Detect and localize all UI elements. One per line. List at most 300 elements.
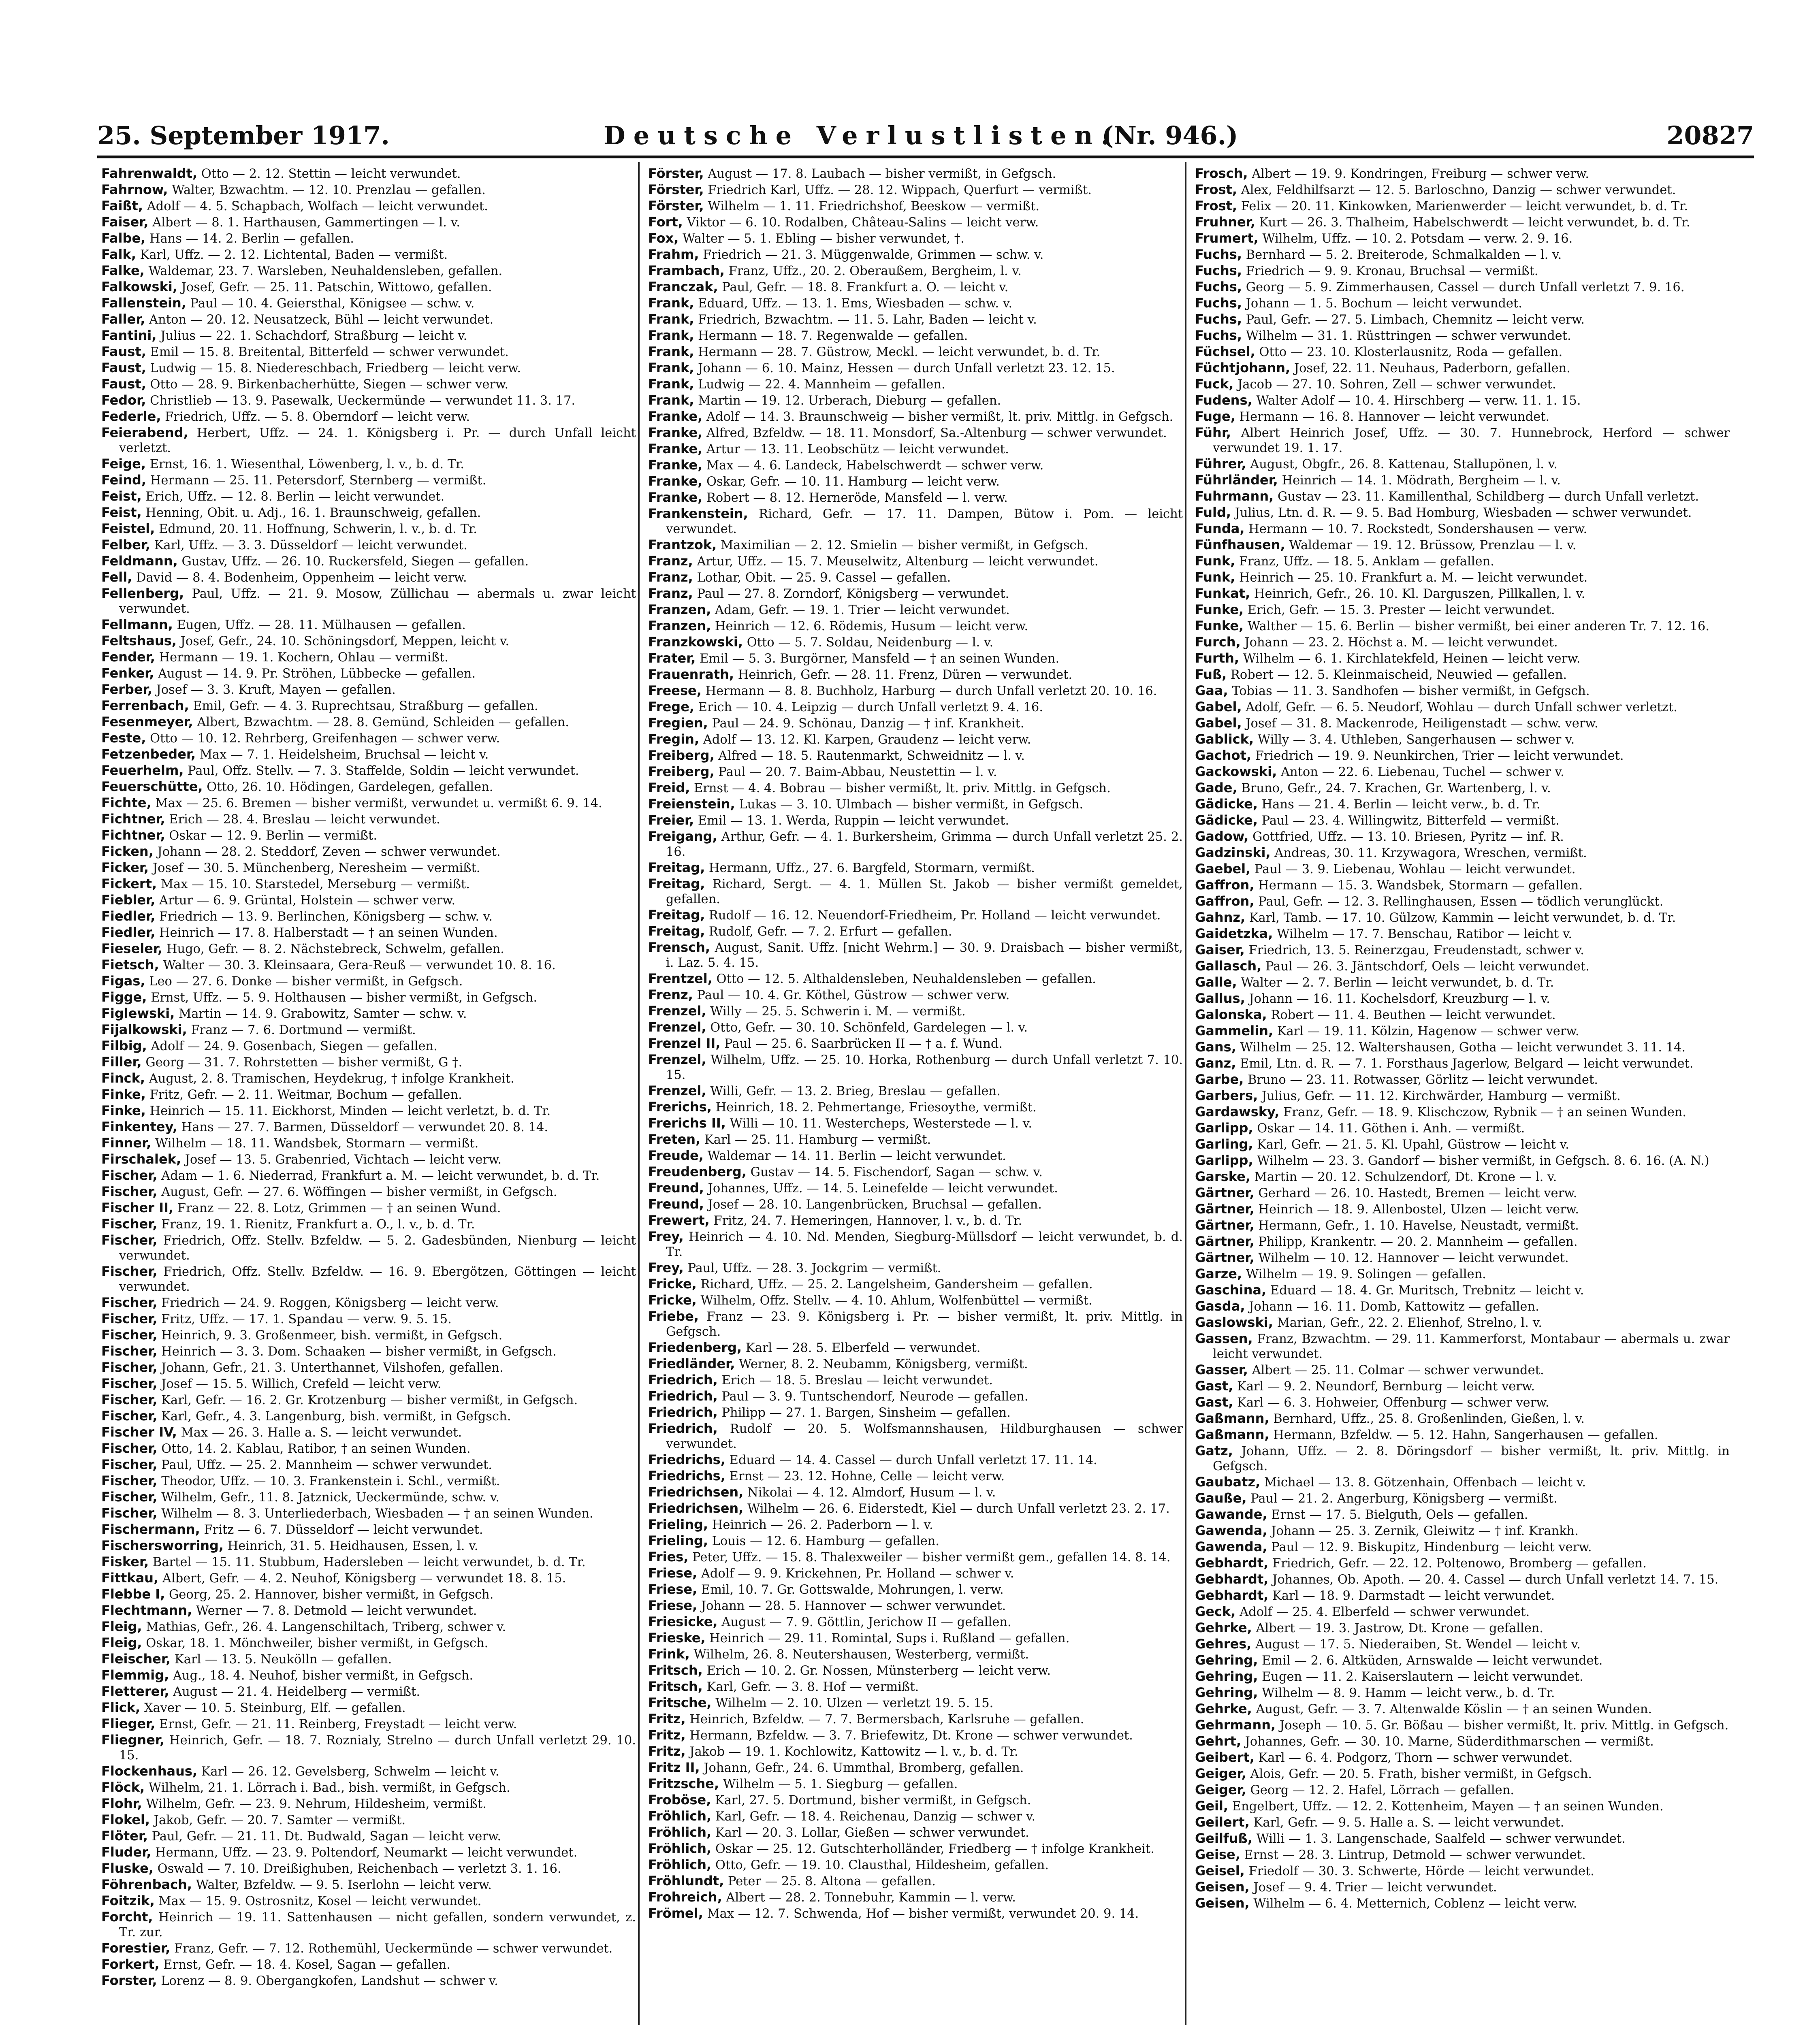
entry-details: Johann — 23. 2. Höchst a. M. — leicht verwundet. xyxy=(1240,635,1558,650)
list-entry xyxy=(101,1022,636,1038)
entry-details: Willy — 25. 5. Schwerin i. M. — vermißt. xyxy=(706,1004,966,1019)
entry-name: Fricke, xyxy=(648,1292,697,1308)
list-entry xyxy=(648,1825,1183,1840)
list-entry xyxy=(1195,910,1730,925)
entry-name: Fischer, xyxy=(101,1392,158,1407)
entry-details: Erich — 28. 4. Breslau — leicht verwundet. xyxy=(165,812,440,827)
entry-details: Erich — 18. 5. Breslau — leicht verwundet. xyxy=(717,1373,993,1388)
entry-details: Heinrich — 29. 11. Romintal, Sups i. Rußland — gefallen. xyxy=(705,1631,1070,1646)
entry-details: August — 21. 4. Heidelberg — vermißt. xyxy=(169,1685,420,1699)
list-entry xyxy=(648,940,1183,970)
entry-name: Friesicke, xyxy=(648,1614,718,1629)
entry-name: Flick, xyxy=(101,1700,141,1715)
entry-details: Wilhelm, 21. 1. Lörrach i. Bad., bish. vermißt, in Gefgsch. xyxy=(145,1781,510,1795)
entry-details: Emil — 5. 3. Burgörner, Mansfeld — † an seinen Wunden. xyxy=(696,652,1060,666)
entry-details: Karl, Tamb. — 17. 10. Gülzow, Kammin — leicht verwundet, b. d. Tr. xyxy=(1245,911,1676,925)
entry-details: Friedrich — 13. 9. Berlinchen, Königsberg — schw. v. xyxy=(155,910,493,924)
entry-details: Johann — 16. 11. Domb, Kattowitz — gefallen. xyxy=(1245,1300,1539,1314)
entry-name: Gebhardt, xyxy=(1195,1555,1269,1571)
entry-name: Fichte, xyxy=(101,795,151,810)
list-entry xyxy=(648,1004,1183,1019)
entry-details: Bruno, Gefr., 24. 7. Krachen, Gr. Wartenberg, l. v. xyxy=(1237,781,1551,795)
entry-details: Paul — 3. 9. Liebenau, Wohlau — leicht verwundet. xyxy=(1250,862,1576,876)
entry-details: August, Obgfr., 26. 8. Kattenau, Stallupönen, l. v. xyxy=(1246,457,1558,471)
entry-name: Freid, xyxy=(648,780,690,795)
entry-name: Franz, xyxy=(648,586,693,601)
entry-details: Georg, 25. 2. Hannover, bisher vermißt, in Gefgsch. xyxy=(165,1588,494,1602)
list-entry xyxy=(1195,878,1730,893)
entry-details: Emil, Ltn. d. R. — 7. 1. Forsthaus Jagerlow, Belgard — leicht verwundet. xyxy=(1236,1057,1694,1071)
list-entry xyxy=(648,247,1183,262)
entry-name: Föhrenbach, xyxy=(101,1877,192,1892)
list-entry xyxy=(648,458,1183,473)
list-entry xyxy=(101,1295,636,1311)
list-entry xyxy=(648,908,1183,923)
entry-details: Paul — 20. 7. Baim-Abbau, Neustettin — l. v. xyxy=(714,765,997,779)
list-entry xyxy=(648,1776,1183,1792)
column-3 xyxy=(1195,166,1730,2025)
list-entry xyxy=(1195,489,1730,504)
entry-details: Richard, Gefr. — 17. 11. Dampen, Bütow i. Pom. — leicht verwundet. xyxy=(666,507,1183,536)
entry-name: Gauße, xyxy=(1195,1490,1247,1506)
list-entry xyxy=(101,828,636,843)
entry-name: Fiedler, xyxy=(101,925,156,940)
entry-name: Fritz, xyxy=(648,1711,686,1727)
list-entry xyxy=(101,198,636,214)
entry-name: Gärtner, xyxy=(1195,1234,1255,1249)
list-entry xyxy=(648,829,1183,859)
entry-name: Galonska, xyxy=(1195,1007,1267,1022)
entry-name: Gädicke, xyxy=(1195,796,1258,812)
list-entry xyxy=(648,1356,1183,1372)
entry-details: Erich — 10. 4. Leipzig — durch Unfall verletzt 9. 4. 16. xyxy=(694,700,1043,714)
list-entry xyxy=(648,780,1183,796)
entry-details: Wilhelm — 26. 6. Eiderstedt, Kiel — durch Unfall verletzt 23. 2. 17. xyxy=(743,1502,1170,1516)
entry-details: Nikolai — 4. 12. Almdorf, Husum — l. v. xyxy=(743,1486,996,1500)
entry-name: Firschalek, xyxy=(101,1151,181,1167)
list-entry xyxy=(1195,1815,1730,1830)
entry-details: Louis — 12. 6. Hamburg — gefallen. xyxy=(708,1534,940,1548)
entry-details: Johannes, Ob. Apoth. — 20. 4. Cassel — durch Unfall verletzt 14. 7. 15. xyxy=(1268,1573,1719,1587)
entry-name: Fröhlich, xyxy=(648,1857,712,1872)
list-entry xyxy=(648,474,1183,489)
entry-name: Fischer, xyxy=(101,1311,158,1326)
entry-details: Waldemar — 14. 11. Berlin — leicht verwundet. xyxy=(703,1149,1006,1163)
entry-details: Wilhelm — 19. 9. Solingen — gefallen. xyxy=(1242,1267,1486,1281)
entry-name: Ficker, xyxy=(101,860,149,875)
column-2 xyxy=(648,166,1183,2025)
list-entry xyxy=(101,425,636,456)
entry-details: Albert Heinrich Josef, Uffz. — 30. 7. Hunnebrock, Herford — schwer verwundet 19. 1. 17. xyxy=(1213,426,1730,455)
entry-name: Frohreich, xyxy=(648,1889,722,1905)
entry-details: Christlieb — 13. 9. Pasewalk, Ueckermünde — verwundet 11. 3. 17. xyxy=(146,394,576,408)
entry-name: Fellenberg, xyxy=(101,586,184,601)
list-entry xyxy=(1195,1169,1730,1185)
entry-details: Hermann, Bzfeldw. — 3. 7. Briefewitz, Dt. Krone — schwer verwundet. xyxy=(685,1729,1133,1743)
entry-details: Alex, Feldhilfsarzt — 12. 5. Barloschno, Danzig — schwer verwundet. xyxy=(1237,183,1676,197)
entry-details: Herbert, Uffz. — 24. 1. Königsberg i. Pr. — durch Unfall leicht verletzt. xyxy=(119,426,636,455)
entry-name: Friese, xyxy=(648,1582,698,1597)
entry-details: Bernhard — 5. 2. Breiterode, Schmalkalden — l. v. xyxy=(1242,248,1562,262)
entry-name: Frenzel, xyxy=(648,1083,706,1098)
list-entry xyxy=(1195,215,1730,230)
list-entry xyxy=(1195,1766,1730,1782)
entry-name: Freten, xyxy=(648,1132,701,1147)
list-entry xyxy=(648,328,1183,343)
entry-name: Fuchs, xyxy=(1195,247,1242,262)
entry-details: Paul — 21. 2. Angerburg, Königsberg — vermißt. xyxy=(1246,1492,1558,1506)
list-entry xyxy=(648,1874,1183,1889)
entry-details: Johann — 1. 5. Bochum — leicht verwundet. xyxy=(1242,296,1522,311)
entry-name: Feste, xyxy=(101,730,146,746)
list-entry xyxy=(101,1103,636,1119)
list-entry xyxy=(1195,1685,1730,1701)
list-entry xyxy=(101,844,636,859)
list-entry xyxy=(1195,1588,1730,1603)
entry-details: Aug., 18. 4. Neuhof, bisher vermißt, in Gefgsch. xyxy=(169,1669,474,1683)
entry-name: Flockenhaus, xyxy=(101,1763,198,1779)
entry-name: Fletterer, xyxy=(101,1684,169,1699)
entry-name: Fell, xyxy=(101,569,132,585)
entry-details: Hermann — 15. 3. Wandsbek, Stormarn — gefallen. xyxy=(1254,878,1583,893)
entry-details: Paul — 10. 4. Gr. Köthel, Güstrow — schwer verw. xyxy=(693,988,1010,1002)
entry-details: Otto — 10. 12. Rehrberg, Greifenhagen — schwer verw. xyxy=(146,731,500,746)
entry-name: Gebhardt, xyxy=(1195,1571,1269,1587)
entry-details: Hermann — 10. 7. Rockstedt, Sondershausen — verw. xyxy=(1244,522,1587,536)
list-entry xyxy=(648,586,1183,601)
entry-name: Franke, xyxy=(648,457,703,473)
entry-name: Fischer, xyxy=(101,1505,158,1521)
list-entry xyxy=(101,1506,636,1521)
list-entry xyxy=(648,1293,1183,1308)
entry-details: Karl, Gefr. — 21. 5. Kl. Upahl, Güstrow — leicht v. xyxy=(1253,1138,1569,1152)
list-entry xyxy=(101,893,636,908)
entry-details: Karl, Gefr. — 18. 4. Reichenau, Danzig — schwer v. xyxy=(711,1810,1036,1824)
entry-details: Viktor — 6. 10. Rodalben, Château-Salins — leicht verw. xyxy=(683,215,1039,230)
entry-details: Heinrich, Gefr. — 18. 7. Roznialy, Strelno — durch Unfall verletzt 29. 10. 15. xyxy=(119,1733,636,1763)
list-entry xyxy=(648,1760,1183,1776)
list-entry xyxy=(648,166,1183,181)
entry-name: Gehring, xyxy=(1195,1685,1258,1700)
entry-details: Michael — 13. 8. Götzenhain, Offenbach — leicht v. xyxy=(1260,1475,1586,1490)
header-date: 25. September 1917. xyxy=(97,121,390,150)
entry-details: Heinrich, 31. 5. Heidhausen, Essen, l. v. xyxy=(224,1539,478,1553)
entry-details: Josef — 3. 3. Kruft, Mayen — gefallen. xyxy=(152,683,396,697)
list-entry xyxy=(648,797,1183,812)
list-entry xyxy=(101,990,636,1005)
list-entry xyxy=(1195,732,1730,747)
entry-details: Adam — 1. 6. Niederrad, Frankfurt a. M. — leicht verwundet, b. d. Tr. xyxy=(157,1169,600,1183)
list-entry xyxy=(101,1264,636,1294)
list-entry xyxy=(1195,1395,1730,1410)
entry-name: Gawenda, xyxy=(1195,1523,1267,1538)
entry-name: Fischer, xyxy=(101,1168,158,1183)
list-entry xyxy=(648,1116,1183,1131)
entry-name: Franczak, xyxy=(648,279,718,294)
entry-name: Frerichs, xyxy=(648,1099,712,1115)
entry-name: Gablick, xyxy=(1195,731,1254,747)
entry-name: Feltshaus, xyxy=(101,633,177,648)
entry-name: Fahrenwaldt, xyxy=(101,166,198,181)
entry-details: Bruno — 23. 11. Rotwasser, Görlitz — leicht verwundet. xyxy=(1244,1073,1598,1087)
list-entry xyxy=(648,602,1183,618)
list-entry xyxy=(1195,1637,1730,1652)
entry-name: Friedrich, xyxy=(648,1372,718,1388)
entry-details: Franz — 22. 8. Lotz, Grimmen — † an seinen Wund. xyxy=(173,1201,501,1215)
list-entry xyxy=(1195,1863,1730,1879)
entry-name: Gaßmann, xyxy=(1195,1427,1270,1442)
list-entry xyxy=(101,650,636,665)
entry-details: Willi — 10. 11. Westercheps, Westerstede — l. v. xyxy=(725,1117,1032,1131)
entry-details: Felix — 20. 11. Kinkowken, Marienwerder — leicht verwundet, b. d. Tr. xyxy=(1237,199,1688,213)
entry-details: Jakob — 19. 1. Kochlowitz, Kattowitz — l. v., b. d. Tr. xyxy=(685,1745,1018,1759)
entry-details: Karl — 6. 4. Podgorz, Thorn — schwer verwundet. xyxy=(1254,1751,1573,1765)
list-entry xyxy=(101,1457,636,1473)
entry-name: Frenz, xyxy=(648,987,693,1002)
entry-details: Erich, Gefr. — 15. 3. Prester — leicht verwundet. xyxy=(1244,603,1555,617)
list-entry xyxy=(1195,1669,1730,1684)
entry-details: Martin — 14. 9. Grabowitz, Samter — schw. v. xyxy=(175,1007,467,1021)
list-entry xyxy=(1195,231,1730,246)
entry-name: Fuhrmann, xyxy=(1195,488,1274,504)
entry-name: Fallenstein, xyxy=(101,295,186,311)
entry-details: August — 17. 8. Laubach — bisher vermißt, in Gefgsch. xyxy=(704,167,1056,181)
list-entry xyxy=(648,1389,1183,1404)
entry-name: Falkowski, xyxy=(101,279,177,294)
entry-details: Heinrich, Gefr., 26. 10. Kl. Darguszen, Pillkallen, l. v. xyxy=(1250,587,1585,601)
entry-name: Fichtner, xyxy=(101,811,165,827)
entry-name: Freigang, xyxy=(648,829,717,844)
list-entry xyxy=(101,1409,636,1424)
list-entry xyxy=(101,1168,636,1183)
list-entry xyxy=(1195,1023,1730,1039)
entry-details: Albert, Bzwachtm. — 28. 8. Gemünd, Schleiden — gefallen. xyxy=(193,715,569,729)
entry-name: Fischer, xyxy=(101,1184,158,1199)
list-entry xyxy=(648,1309,1183,1339)
page-header xyxy=(97,117,1754,154)
entry-details: Walter — 5. 1. Ebling — bisher verwundet, †. xyxy=(678,232,964,246)
list-entry xyxy=(101,1522,636,1537)
list-entry xyxy=(101,1780,636,1795)
entry-name: Gaffron, xyxy=(1195,893,1255,909)
list-entry xyxy=(1195,1847,1730,1863)
entry-name: Frauenrath, xyxy=(648,667,734,682)
list-entry xyxy=(1195,1443,1730,1474)
entry-name: Fritsche, xyxy=(648,1695,712,1710)
column-divider xyxy=(1185,162,1186,2025)
list-entry xyxy=(1195,813,1730,828)
entry-name: Furth, xyxy=(1195,650,1240,666)
list-entry xyxy=(101,182,636,198)
list-entry xyxy=(101,925,636,940)
entry-name: Frewert, xyxy=(648,1213,710,1228)
entry-details: Albert — 25. 11. Colmar — schwer verwundet. xyxy=(1248,1363,1544,1377)
entry-details: Heinrich — 19. 11. Sattenhausen — nicht gefallen, sondern verwundet, z. Tr. zur. xyxy=(119,1910,636,1940)
entry-details: Wilhelm — 8. 9. Hamm — leicht verw., b. d. Tr. xyxy=(1258,1686,1555,1700)
list-entry xyxy=(101,1217,636,1232)
list-entry xyxy=(1195,1491,1730,1506)
entry-details: Adolf — 24. 9. Gosenbach, Siegen — gefallen. xyxy=(147,1039,437,1053)
entry-name: Frank, xyxy=(648,392,694,408)
entry-details: Otto — 5. 7. Soldau, Neidenburg — l. v. xyxy=(743,635,994,650)
entry-details: Max — 26. 3. Halle a. S. — leicht verwundet. xyxy=(177,1426,462,1440)
entry-details: Josef, 22. 11. Neuhaus, Paderborn, gefallen. xyxy=(1290,361,1570,375)
entry-details: Emil — 13. 1. Werda, Ruppin — leicht verwundet. xyxy=(694,814,1009,828)
column-divider xyxy=(638,162,640,2025)
entry-name: Franz, xyxy=(648,553,693,569)
entry-details: Alfred — 18. 5. Rautenmarkt, Schweidnitz — l. v. xyxy=(714,749,1025,763)
entry-details: Karl — 13. 5. Neukölln — gefallen. xyxy=(171,1652,392,1667)
entry-name: Frey, xyxy=(648,1229,684,1244)
entry-details: Heinrich — 15. 11. Eickhorst, Minden — leicht verletzt, b. d. Tr. xyxy=(145,1104,551,1118)
list-entry xyxy=(101,1006,636,1021)
entry-details: Heinrich, Bzfeldw. — 7. 7. Bermersbach, Karlsruhe — gefallen. xyxy=(685,1712,1084,1727)
list-entry xyxy=(101,1071,636,1086)
entry-details: Hermann — 8. 8. Buchholz, Harburg — durch Unfall verletzt 20. 10. 16. xyxy=(701,684,1157,698)
entry-name: Frank, xyxy=(648,328,694,343)
entry-name: Faiser, xyxy=(101,214,149,230)
entry-details: Ernst, Gefr. — 18. 4. Kosel, Sagan — gefallen. xyxy=(159,1958,451,1972)
entry-name: Geil, xyxy=(1195,1798,1229,1814)
list-entry xyxy=(648,1100,1183,1115)
entry-name: Gasda, xyxy=(1195,1298,1245,1314)
entry-name: Förster, xyxy=(648,198,704,213)
entry-name: Frank, xyxy=(648,344,694,359)
entry-details: Eugen — 11. 2. Kaiserslautern — leicht verwundet. xyxy=(1258,1670,1583,1684)
list-entry xyxy=(101,666,636,681)
entry-details: Max — 15. 9. Ostrosnitz, Kosel — leicht verwundet. xyxy=(154,1894,482,1908)
list-entry xyxy=(1195,1007,1730,1023)
list-entry xyxy=(101,1796,636,1812)
entry-name: Fluske, xyxy=(101,1861,154,1876)
entry-name: Freund, xyxy=(648,1196,704,1212)
entry-name: Franzen, xyxy=(648,602,711,617)
entry-name: Freund, xyxy=(648,1180,704,1196)
entry-name: Garze, xyxy=(1195,1266,1242,1281)
entry-name: Gaebel, xyxy=(1195,861,1251,876)
entry-name: Galle, xyxy=(1195,974,1237,990)
list-entry xyxy=(101,537,636,553)
list-entry xyxy=(648,651,1183,666)
entry-details: Josef — 15. 5. Willich, Crefeld — leicht verw. xyxy=(157,1377,442,1391)
list-entry xyxy=(1195,1475,1730,1490)
list-entry xyxy=(101,1619,636,1635)
list-entry xyxy=(101,1392,636,1408)
entry-details: Martin — 19. 12. Urberach, Dieburg — gefallen. xyxy=(694,394,1001,408)
list-entry xyxy=(1195,312,1730,327)
entry-details: August — 14. 9. Pr. Ströhen, Lübbecke — gefallen. xyxy=(154,667,476,681)
entry-name: Flokel, xyxy=(101,1812,150,1827)
list-entry xyxy=(101,1603,636,1618)
entry-details: Gottfried, Uffz. — 13. 10. Briesen, Pyritz — inf. R. xyxy=(1248,830,1564,844)
header-rule xyxy=(97,156,1754,158)
entry-name: Garlipp, xyxy=(1195,1120,1253,1136)
list-entry xyxy=(648,1695,1183,1711)
list-entry xyxy=(648,1197,1183,1212)
list-entry xyxy=(1195,651,1730,666)
entry-name: Fischer, xyxy=(101,1473,158,1488)
entry-name: Fischer, xyxy=(101,1327,158,1343)
entry-name: Friese, xyxy=(648,1565,698,1581)
entry-details: Friedrich — 9. 9. Kronau, Bruchsal — vermißt. xyxy=(1242,264,1538,278)
entry-name: Gawande, xyxy=(1195,1507,1267,1522)
entry-details: Wilhelm — 25. 12. Waltershausen, Gotha — leicht verwundet 3. 11. 14. xyxy=(1236,1040,1686,1055)
entry-name: Friedrich, xyxy=(648,1388,718,1404)
entry-details: Rudolf — 16. 12. Neuendorf-Friedheim, Pr. Holland — leicht verwundet. xyxy=(705,908,1161,923)
entry-name: Faust, xyxy=(101,344,146,359)
entry-name: Frantzok, xyxy=(648,537,717,552)
entry-details: Arthur, Gefr. — 4. 1. Burkersheim, Grimma — durch Unfall verletzt 25. 2. 16. xyxy=(666,830,1183,859)
entry-name: Fijalkowski, xyxy=(101,1022,187,1037)
entry-name: Fluder, xyxy=(101,1844,151,1860)
entry-name: Fröhlich, xyxy=(648,1808,712,1824)
entry-details: Lukas — 3. 10. Ulmbach — bisher vermißt, in Gefgsch. xyxy=(735,797,1084,812)
entry-details: Artur, Uffz. — 15. 7. Meuselwitz, Altenburg — leicht verwundet. xyxy=(693,554,1099,569)
entry-details: Paul, Offz. Stellv. — 7. 3. Staffelde, Soldin — leicht verwundet. xyxy=(183,764,579,778)
entry-details: Eduard — 14. 4. Cassel — durch Unfall verletzt 17. 11. 14. xyxy=(725,1453,1097,1467)
entry-details: Marian, Gefr., 22. 2. Elienhof, Strelno, l. v. xyxy=(1273,1316,1542,1330)
list-entry xyxy=(648,618,1183,634)
entry-details: Wilhelm — 23. 3. Gandorf — bisher vermißt, in Gefgsch. 8. 6. 16. (A. N.) xyxy=(1253,1154,1709,1168)
list-entry xyxy=(1195,1831,1730,1846)
entry-name: Fetzenbeder, xyxy=(101,746,196,762)
entry-name: Fröhlich, xyxy=(648,1825,712,1840)
list-entry xyxy=(101,1635,636,1651)
entry-details: Johann, Gefr., 24. 6. Ummthal, Bromberg, gefallen. xyxy=(700,1761,1024,1775)
entry-details: Wilhelm, Uffz. — 10. 2. Potsdam — verw. 2. 9. 16. xyxy=(1258,232,1573,246)
entry-name: Geisen, xyxy=(1195,1895,1250,1911)
entry-details: Hans — 27. 7. Barmen, Düsseldorf — verwundet 20. 8. 14. xyxy=(177,1120,548,1134)
list-entry xyxy=(648,1036,1183,1051)
list-entry xyxy=(1195,537,1730,553)
entry-details: Wilhelm — 2. 10. Ulzen — verletzt 19. 5. 15. xyxy=(711,1696,994,1710)
list-entry xyxy=(1195,1056,1730,1071)
entry-name: Fröhlich, xyxy=(648,1841,712,1856)
entry-name: Fellmann, xyxy=(101,617,173,632)
entry-details: Adolf, Gefr. — 6. 5. Neudorf, Wohlau — durch Unfall schwer verletzt. xyxy=(1242,700,1677,714)
entry-details: Willi, Gefr. — 13. 2. Brieg, Breslau — gefallen. xyxy=(706,1084,1001,1098)
entry-details: Josef, Gefr. — 25. 11. Patschin, Wittowo, gefallen. xyxy=(177,280,492,294)
entry-details: Walter, Bzwachtm. — 12. 10. Prenzlau — gefallen. xyxy=(168,183,486,197)
entry-name: Fieseler, xyxy=(101,941,163,956)
entry-details: Paul — 26. 3. Jäntschdorf, Oels — leicht verwundet. xyxy=(1261,959,1590,974)
list-entry xyxy=(1195,1250,1730,1266)
entry-details: Franz — 7. 6. Dortmund — vermißt. xyxy=(187,1023,416,1037)
list-entry xyxy=(101,1311,636,1327)
entry-details: Anton — 20. 12. Neusatzeck, Bühl — leicht verwundet. xyxy=(145,313,494,327)
list-entry xyxy=(648,716,1183,731)
list-entry xyxy=(101,1877,636,1893)
entry-details: Anton — 22. 6. Liebenau, Tuchel — schwer v. xyxy=(1277,765,1564,779)
list-entry xyxy=(101,747,636,762)
entry-name: Fickert, xyxy=(101,876,157,891)
entry-details: August — 7. 9. Göttlin, Jerichow II — gefallen. xyxy=(717,1615,1011,1629)
list-entry xyxy=(648,1631,1183,1646)
entry-details: Ernst, Gefr. — 21. 11. Reinberg, Freystadt — leicht verw. xyxy=(155,1717,517,1731)
entry-name: Friebe, xyxy=(648,1309,699,1324)
list-entry xyxy=(1195,1121,1730,1136)
entry-details: Ernst — 17. 5. Bielguth, Oels — gefallen. xyxy=(1267,1508,1528,1522)
list-entry xyxy=(648,1083,1183,1099)
entry-details: Georg — 12. 2. Hafel, Lörrach — gefallen. xyxy=(1246,1783,1515,1797)
entry-name: Geck, xyxy=(1195,1604,1236,1619)
list-entry xyxy=(101,1538,636,1554)
entry-details: Ludwig — 22. 4. Mannheim — gefallen. xyxy=(694,377,945,392)
header-issue-number: (Nr. 946.) xyxy=(1102,121,1238,150)
list-entry xyxy=(1195,1799,1730,1814)
list-entry xyxy=(648,1405,1183,1420)
entry-name: Gaubatz, xyxy=(1195,1474,1261,1490)
